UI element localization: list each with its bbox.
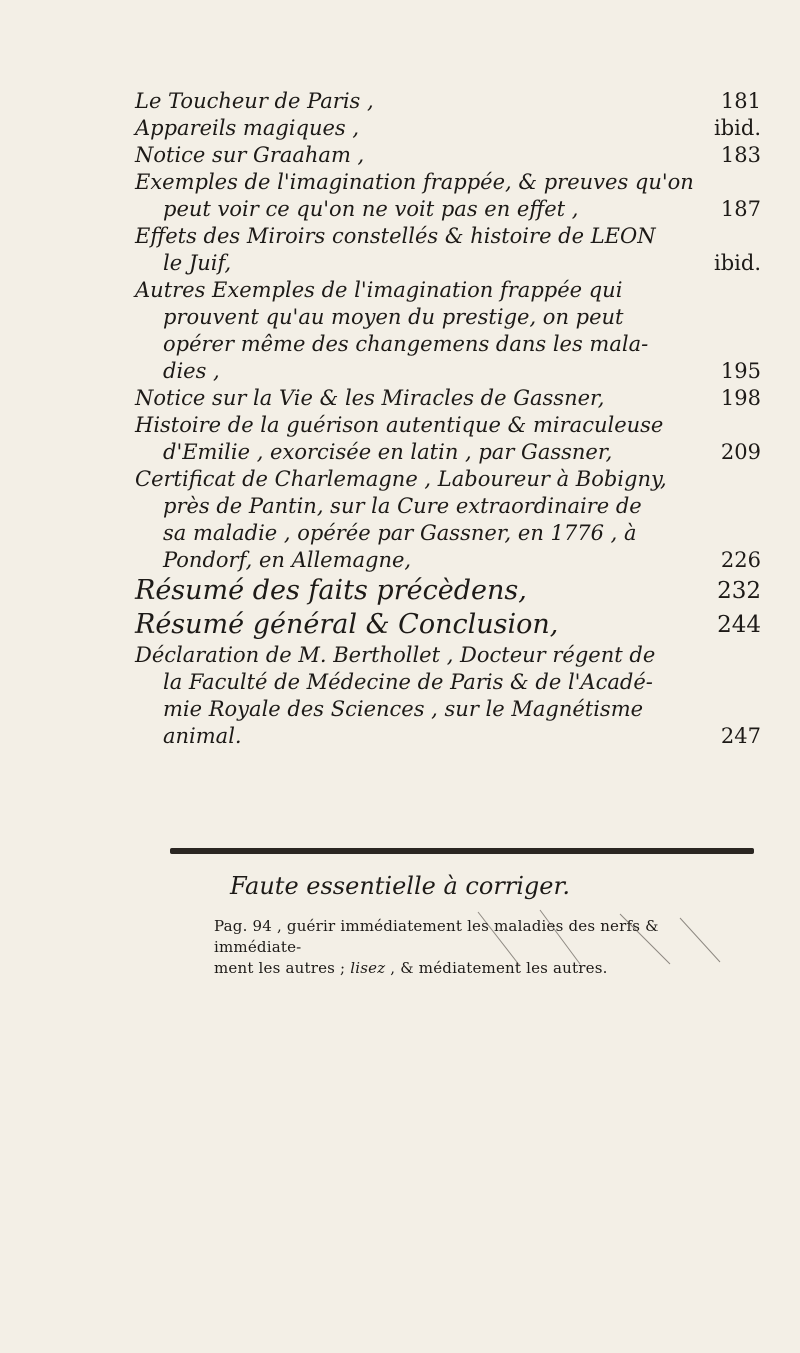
- errata-line-1: Pag. 94 , guérir immédiatement les maladies des nerfs & immédiate-: [214, 917, 659, 956]
- toc-entry-line: opérer même des changemens dans les mala-: [163, 332, 649, 356]
- divider-rule: [170, 848, 754, 854]
- errata-line-2-end: , & médiatement les autres.: [385, 959, 608, 977]
- toc-entry: [135, 412, 761, 466]
- toc-entry-line: Notice sur Graaham , 183: [135, 143, 761, 167]
- toc-entry: [135, 223, 761, 277]
- toc-entry-line: Histoire de la guérison autentique & miraculeuse: [135, 413, 664, 437]
- toc-entry: [135, 115, 761, 142]
- table-of-contents: [135, 88, 761, 750]
- toc-entry-line: sa maladie , opérée par Gassner, en 1776 , à: [163, 521, 637, 545]
- toc-entry: [135, 466, 761, 574]
- toc-entry-line: Résumé général & Conclusion, 244: [135, 609, 761, 640]
- toc-page-number: 195: [720, 359, 761, 383]
- errata-title: Faute essentielle à corriger.: [230, 872, 570, 900]
- toc-page-number: 247: [720, 724, 761, 748]
- errata-lisez: lisez: [350, 959, 386, 977]
- toc-entry: [135, 169, 761, 223]
- toc-entry-line: prouvent qu'au moyen du prestige, on peut: [163, 305, 624, 329]
- toc-entry-line: Résumé des faits précèdens, 232: [135, 575, 761, 606]
- toc-entry: [135, 88, 761, 115]
- toc-entry-line: dies , 195: [163, 359, 761, 383]
- toc-entry-line: mie Royale des Sciences , sur le Magnétisme: [163, 697, 644, 721]
- toc-page-number: ibid.: [714, 116, 761, 140]
- toc-entry: [135, 642, 761, 750]
- toc-entry: [135, 608, 761, 642]
- toc-entry-line: Le Toucheur de Paris , 181: [135, 89, 761, 113]
- toc-entry: [135, 574, 761, 608]
- toc-page-number: ibid.: [714, 251, 761, 275]
- toc-entry-line: peut voir ce qu'on ne voit pas en effet , 187: [163, 197, 761, 221]
- toc-entry-line: la Faculté de Médecine de Paris & de l'Acadé-: [163, 670, 653, 694]
- toc-entry-line: animal. 247: [163, 724, 761, 748]
- toc-page-number: 183: [720, 143, 761, 167]
- toc-entry-line: Certificat de Charlemagne , Laboureur à Bobigny,: [135, 467, 667, 491]
- toc-entry-line: près de Pantin, sur la Cure extraordinaire de: [163, 494, 642, 518]
- toc-page-number: 198: [720, 386, 761, 410]
- toc-entry-line: d'Emilie , exorcisée en latin , par Gassner, 209: [163, 440, 761, 464]
- toc-entry-line: le Juif, ibid.: [163, 251, 761, 275]
- toc-entry-line: Pondorf, en Allemagne, 226: [163, 548, 761, 572]
- errata-line-2-start: ment les autres ;: [214, 959, 351, 977]
- toc-page-number: 181: [720, 89, 761, 113]
- toc-entry-line: Effets des Miroirs constellés & histoire de LEON: [135, 224, 656, 248]
- toc-entry-line: Notice sur la Vie & les Miracles de Gassner, 198: [135, 386, 761, 410]
- toc-entry-line: Déclaration de M. Berthollet , Docteur régent de: [135, 643, 656, 667]
- toc-page-number: 226: [720, 548, 761, 572]
- toc-entry: [135, 142, 761, 169]
- toc-entry-line: Autres Exemples de l'imagination frappée qui: [135, 278, 623, 302]
- toc-page-number: 232: [717, 578, 761, 604]
- toc-page-number: 187: [720, 197, 761, 221]
- correction-stamp-strokes: [470, 904, 730, 974]
- toc-page-number: 244: [717, 612, 761, 638]
- toc-entry-line: Exemples de l'imagination frappée, & preuves qu'on: [135, 170, 694, 194]
- toc-entry: [135, 277, 761, 385]
- toc-entry-line: Appareils magiques , ibid.: [135, 116, 761, 140]
- toc-entry: [135, 385, 761, 412]
- toc-page-number: 209: [720, 440, 761, 464]
